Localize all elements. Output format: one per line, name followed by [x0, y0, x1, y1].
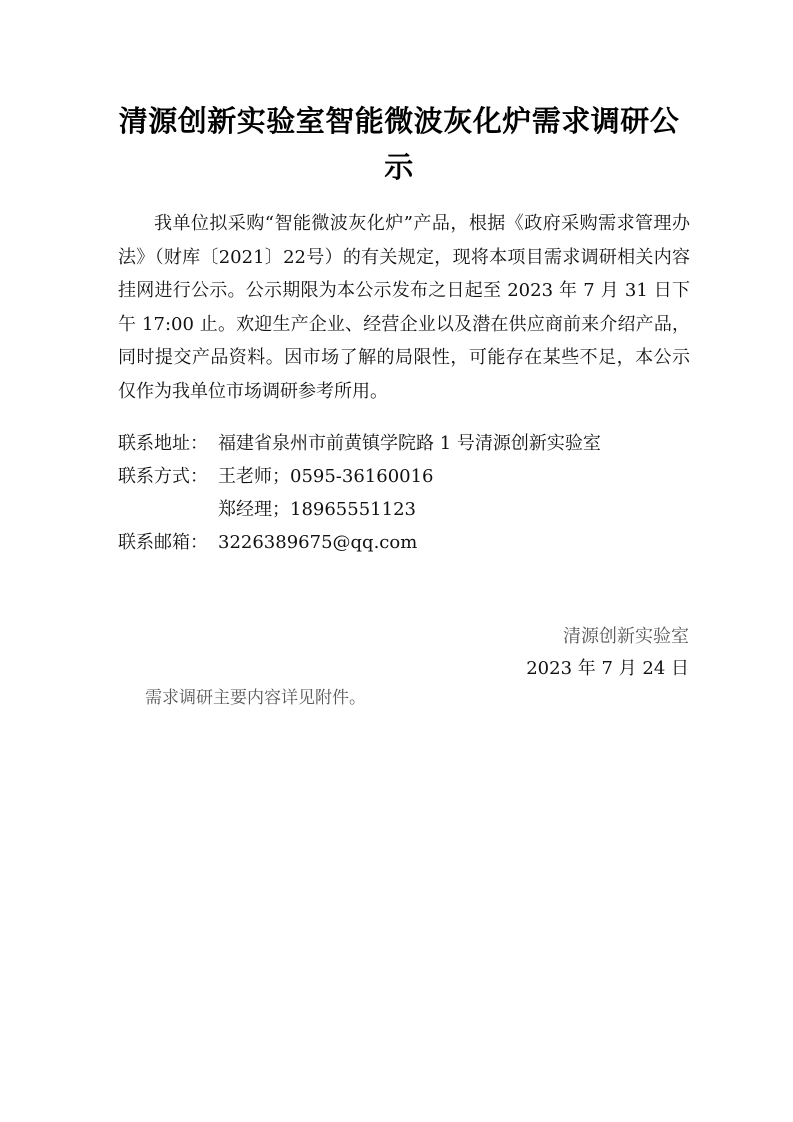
contact-address-label: 联系地址：	[118, 433, 208, 454]
signature-date: 2023 年 7 月 24 日	[526, 658, 689, 679]
contact-email-line	[118, 531, 718, 555]
signature-organization: 清源创新实验室	[563, 626, 689, 647]
body-paragraph: 我单位拟采购“智能微波灰化炉”产品，根据《政府采购需求管理办法》（财库〔2021〕22号）的有关规定，现将本项目需求调研相关内容挂网进行公示。公示期限为本公示发布之日起至 2023 年 7 月 31 日下午 17:00 止。欢迎生产企业、经营企业以及潜在供应商前来介绍产品，同时提交产品资料。因市场了解的局限性，可能存在某些不足，本公示仅作为我单位市场调研参考所用。	[118, 213, 690, 402]
contact-method-label: 联系方式：	[118, 466, 208, 487]
contact-address-line	[118, 432, 718, 456]
contact-method-value-2: 郑经理；18965551123	[218, 499, 416, 520]
contact-method-line-2	[118, 498, 718, 522]
contact-email-value: 3226389675@qq.com	[218, 532, 418, 553]
document-title: 清源创新实验室智能微波灰化炉需求调研公示	[118, 104, 680, 184]
contact-method-line	[118, 465, 718, 489]
attachment-note: 需求调研主要内容详见附件。	[145, 688, 366, 708]
contact-method-value-1: 王老师；0595-36160016	[218, 466, 434, 487]
contact-email-label: 联系邮箱：	[118, 532, 208, 553]
contact-address-value: 福建省泉州市前黄镇学院路 1 号清源创新实验室	[218, 433, 601, 454]
